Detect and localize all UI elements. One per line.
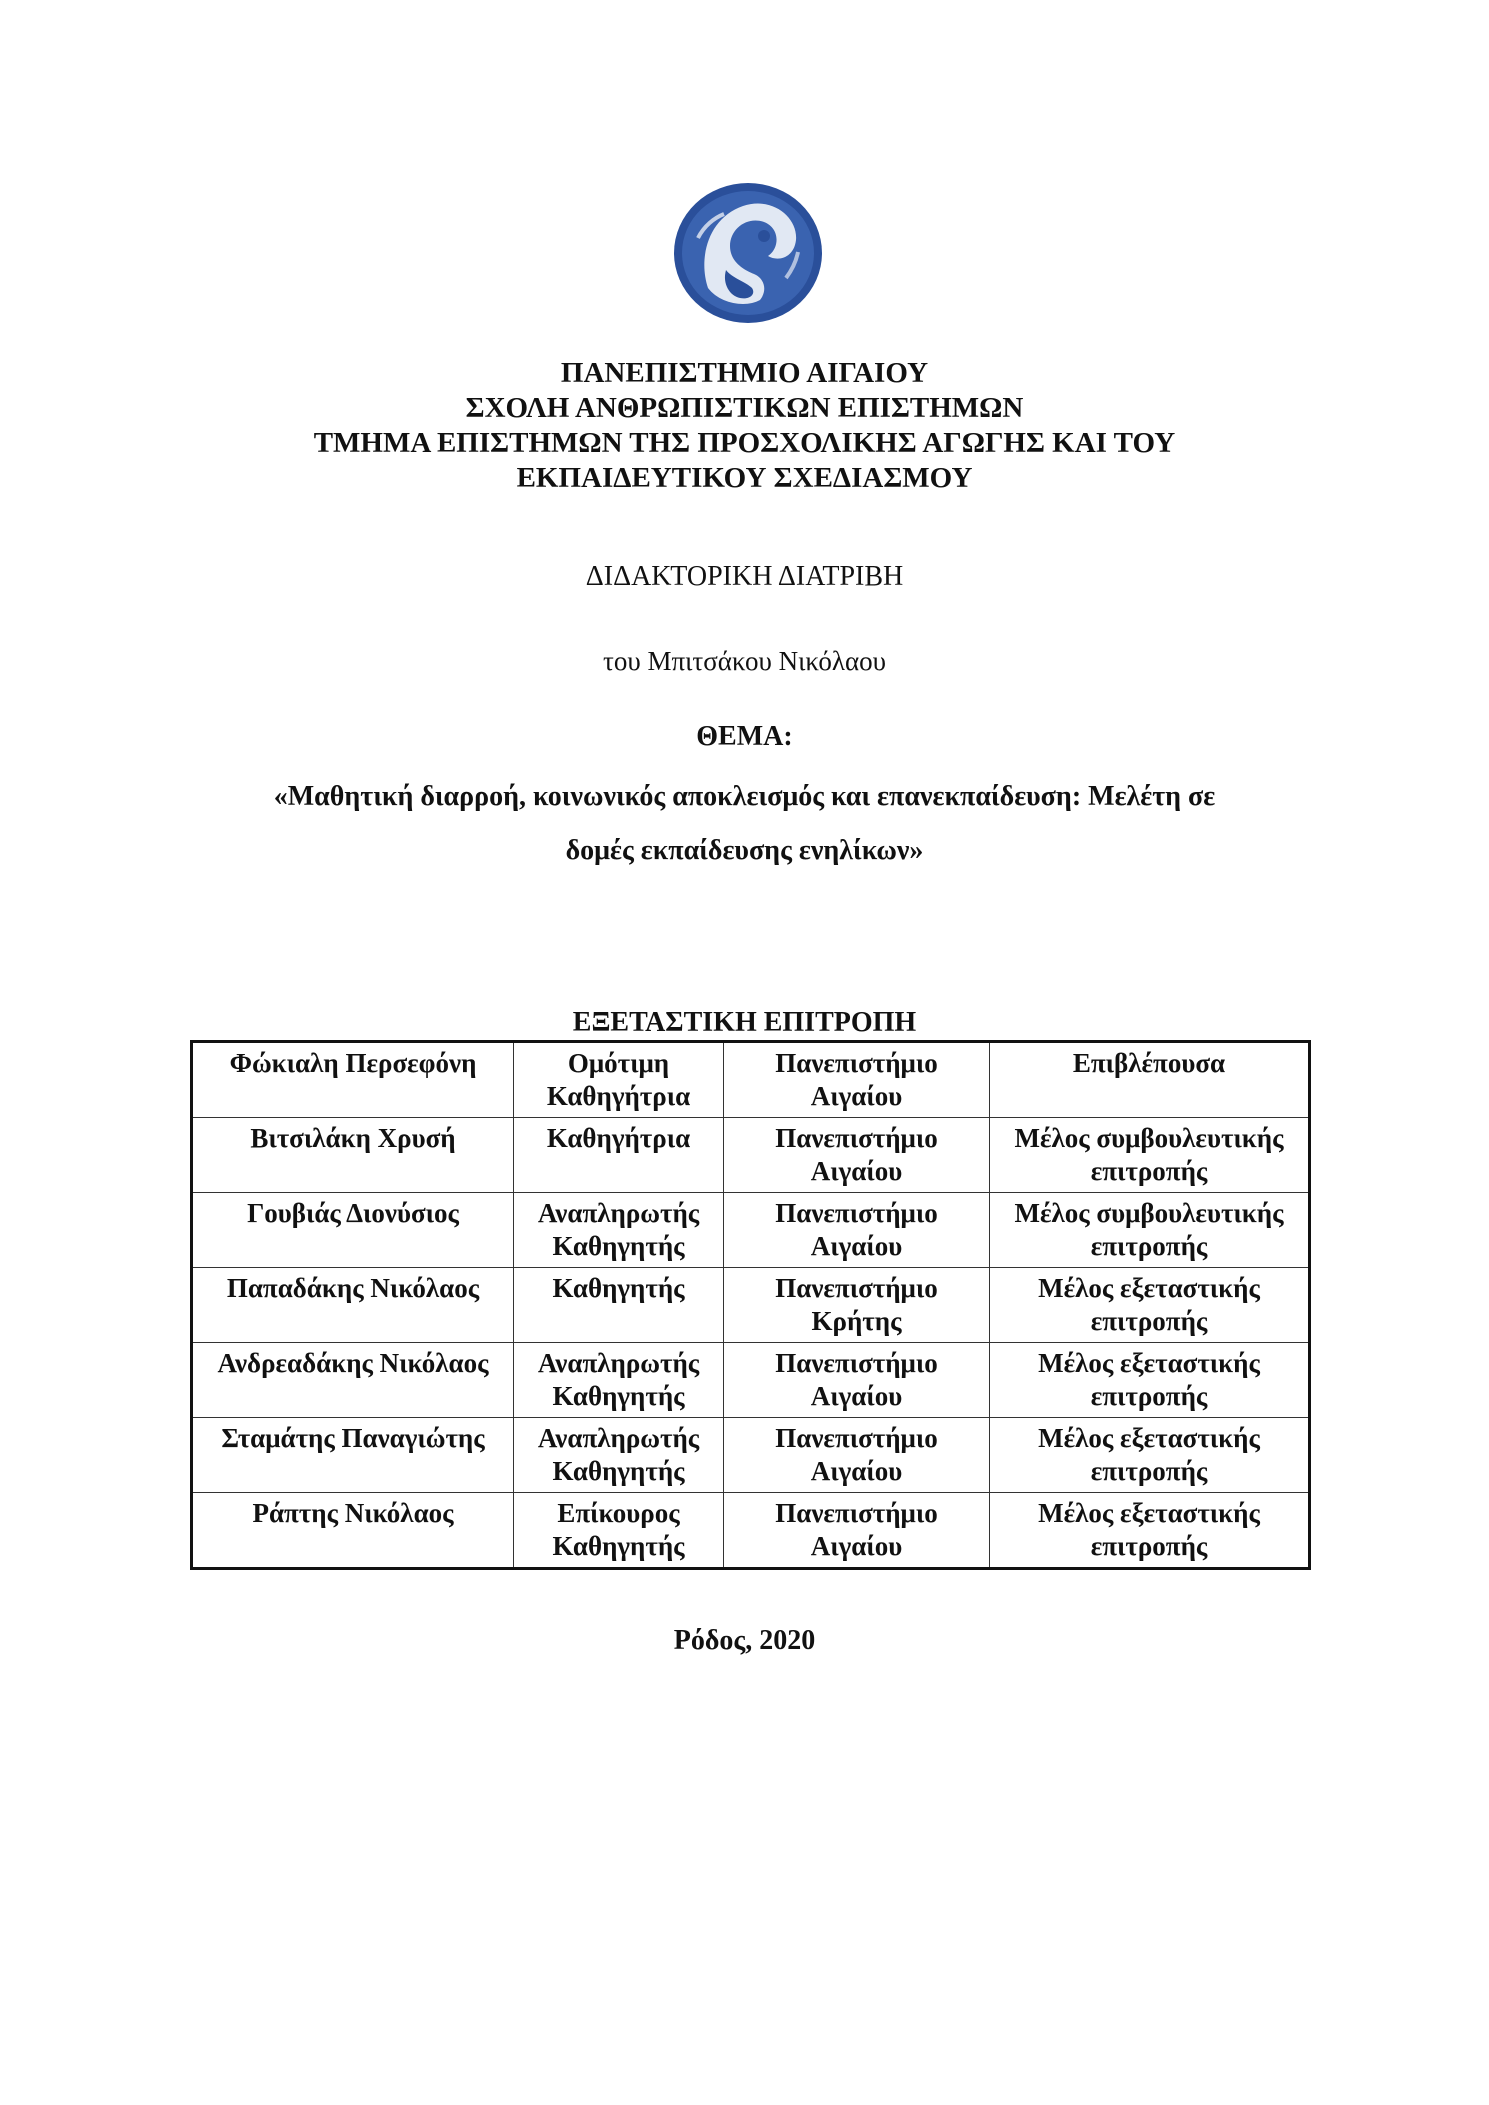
member-rank: Καθηγητής <box>514 1268 724 1343</box>
thesis-title-line1: «Μαθητική διαρροή, κοινωνικός αποκλεισμός και επανεκπαίδευση: Μελέτη σε <box>273 781 1216 812</box>
member-role: Μέλος εξεταστικής επιτροπής <box>990 1418 1310 1493</box>
member-role: Μέλος συμβουλευτικής επιτροπής <box>990 1118 1310 1193</box>
table-row <box>192 1493 1310 1569</box>
thesis-title <box>0 770 1489 878</box>
table-row <box>192 1268 1310 1343</box>
member-name: Ράπτης Νικόλαος <box>192 1493 514 1569</box>
document-type: ΔΙΔΑΚΤΟΡΙΚΗ ΔΙΑΤΡΙΒΗ <box>585 561 904 592</box>
table-row <box>192 1118 1310 1193</box>
department-name-line2: ΕΚΠΑΙΔΕΥΤΙΚΟΥ ΣΧΕΔΙΑΣΜΟΥ <box>516 462 973 494</box>
seal-graphic <box>668 178 828 328</box>
member-role: Μέλος εξεταστικής επιτροπής <box>990 1493 1310 1569</box>
member-institution: Πανεπιστήμιο Αιγαίου <box>724 1418 990 1493</box>
member-institution: Πανεπιστήμιο Αιγαίου <box>724 1493 990 1569</box>
subject-label: ΘΕΜΑ: <box>696 721 793 752</box>
member-rank: Αναπληρωτής Καθηγητής <box>514 1343 724 1418</box>
table-row <box>192 1418 1310 1493</box>
member-role: Επιβλέπουσα <box>990 1042 1310 1118</box>
table-row <box>192 1343 1310 1418</box>
member-rank: Αναπληρωτής Καθηγητής <box>514 1193 724 1268</box>
member-name: Φώκιαλη Περσεφόνη <box>192 1042 514 1118</box>
member-role: Μέλος εξεταστικής επιτροπής <box>990 1343 1310 1418</box>
member-name: Βιτσιλάκη Χρυσή <box>192 1118 514 1193</box>
institution-header <box>0 356 1489 496</box>
committee-table <box>190 1040 1311 1570</box>
member-name: Γουβιάς Διονύσιος <box>192 1193 514 1268</box>
member-rank: Αναπληρωτής Καθηγητής <box>514 1418 724 1493</box>
member-rank: Επίκουρος Καθηγητής <box>514 1493 724 1569</box>
member-institution: Πανεπιστήμιο Αιγαίου <box>724 1193 990 1268</box>
thesis-title-line2: δομές εκπαίδευσης ενηλίκων» <box>565 835 924 866</box>
place-and-year: Ρόδος, 2020 <box>673 1625 816 1656</box>
committee-heading: ΕΞΕΤΑΣΤΙΚΗ ΕΠΙΤΡΟΠΗ <box>572 1007 917 1038</box>
school-name: ΣΧΟΛΗ ΑΝΘΡΩΠΙΣΤΙΚΩΝ ΕΠΙΣΤΗΜΩΝ <box>465 392 1024 424</box>
table-row <box>192 1193 1310 1268</box>
member-name: Παπαδάκης Νικόλαος <box>192 1268 514 1343</box>
member-role: Μέλος εξεταστικής επιτροπής <box>990 1268 1310 1343</box>
university-seal-icon <box>668 178 828 328</box>
member-rank: Ομότιμη Καθηγήτρια <box>514 1042 724 1118</box>
table-row <box>192 1042 1310 1118</box>
member-role: Μέλος συμβουλευτικής επιτροπής <box>990 1193 1310 1268</box>
member-institution: Πανεπιστήμιο Αιγαίου <box>724 1042 990 1118</box>
member-rank: Καθηγήτρια <box>514 1118 724 1193</box>
member-name: Σταμάτης Παναγιώτης <box>192 1418 514 1493</box>
department-name-line1: ΤΜΗΜΑ ΕΠΙΣΤΗΜΩΝ ΤΗΣ ΠΡΟΣΧΟΛΙΚΗΣ ΑΓΩΓΗΣ ΚΑΙ ΤΟΥ <box>313 427 1176 459</box>
member-institution: Πανεπιστήμιο Αιγαίου <box>724 1118 990 1193</box>
university-name: ΠΑΝΕΠΙΣΤΗΜΙΟ ΑΙΓΑΙΟΥ <box>560 357 929 389</box>
member-institution: Πανεπιστήμιο Αιγαίου <box>724 1343 990 1418</box>
member-institution: Πανεπιστήμιο Κρήτης <box>724 1268 990 1343</box>
author-line: του Μπιτσάκου Νικόλαου <box>603 646 886 676</box>
member-name: Ανδρεαδάκης Νικόλαος <box>192 1343 514 1418</box>
